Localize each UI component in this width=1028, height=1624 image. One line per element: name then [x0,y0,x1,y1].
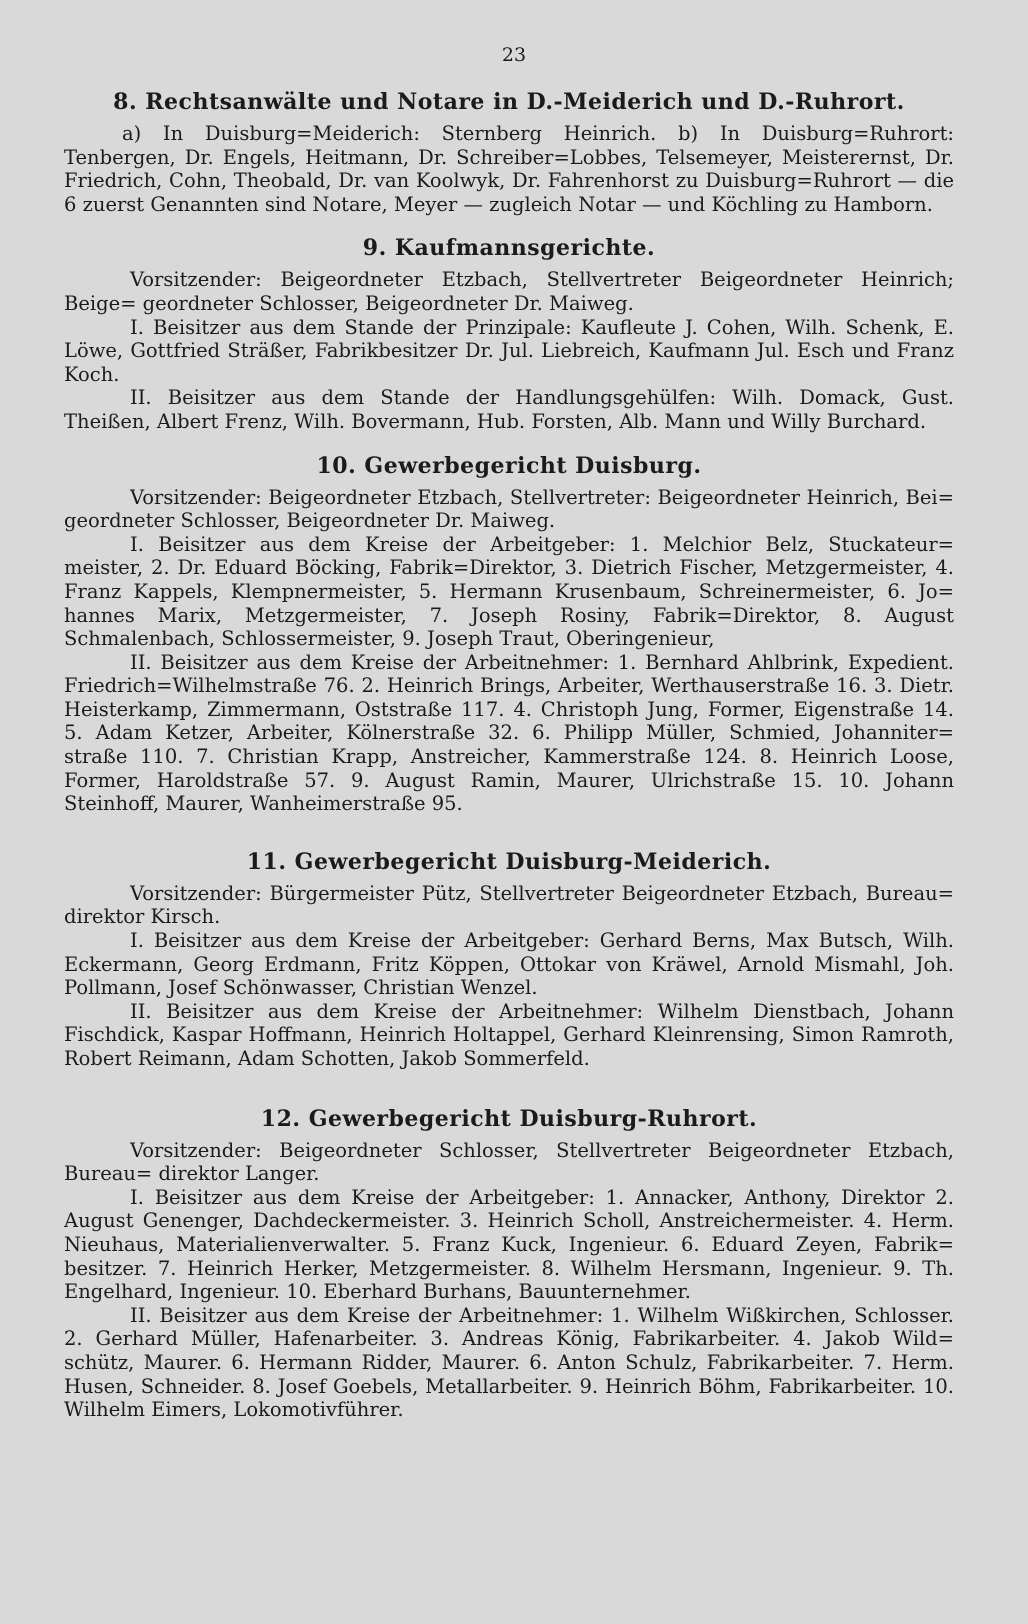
paragraph: II. Beisitzer aus dem Stande der Handlungsgehülfen: Wilh. Domack, Gust. Theißen, Albert Frenz, Wilh. Bovermann, Hub. Forsten, Alb. Mann und Willy Burchard. [64,386,954,433]
paragraph: I. Beisitzer aus dem Kreise der Arbeitgeber: 1. Annacker, Anthony, Direktor 2. August Genenger, Dachdeckermeister. 3. Heinrich Scholl, Anstreichermeister. 4. Herm. Nieuhaus, Materialienverwalter. 5. Franz Kuck, Ingenieur. 6. Eduard Zeyen, Fabrik= besitzer. 7. Heinrich Herker, Metzgermeister. 8. Wilhelm Hersmann, Ingenieur. 9. Th. Engelhard, Ingenieur. 10. Eberhard Burhans, Bauunternehmer. [64,1185,954,1304]
section-title: 8. Rechtsanwälte und Notare in D.-Meiderich und D.-Ruhrort. [113,89,905,115]
page-number: 23 [501,44,527,66]
paragraph: Vorsitzender: Bürgermeister Pütz, Stellvertreter Beigeordneter Etzbach, Bureau= direktor Kirsch. [64,881,954,929]
paragraph: I. Beisitzer aus dem Kreise der Arbeitgeber: 1. Melchior Belz, Stuckateur= meister, 2. Dr. Eduard Böcking, Fabrik=Direktor, 3. Dietrich Fischer, Metzgermeister, 4. Franz Kappels, Klempnermeister, 5. Hermann Krusenbaum, Schreinermeister, 6. Jo= hannes Marix, Metzgermeister, 7. Joseph Rosiny, Fabrik=Direktor, 8. August Schmalenbach, Schlossermeister, 9. Joseph Traut, Oberingenieur, [64,532,954,651]
paragraph: Vorsitzender: Beigeordneter Schlosser, Stellvertreter Beigeordneter Etzbach, Bureau= direktor Langer. [64,1138,954,1186]
section-title: 9. Kaufmannsgerichte. [362,235,656,262]
section-title: 11. Gewerbegericht Duisburg-Meiderich. [246,848,772,875]
paragraph: a) In Duisburg=Meiderich: Sternberg Heinrich. b) In Duisburg=Ruhrort: Tenbergen, Dr. Engels, Heitmann, Dr. Schreiber=Lobbes, Telsemeyer, Meisterernst, Dr. Friedrich, Cohn, Theobald, Dr. van Koolwyk, Dr. Fahrenhorst zu Duisburg=Ruhrort — die 6 zuerst Genannten sind Notare, Meyer — zugleich Notar — und Köchling zu Hamborn. [64,122,954,216]
paragraph: I. Beisitzer aus dem Kreise der Arbeitgeber: Gerhard Berns, Max Butsch, Wilh. Eckermann, Georg Erdmann, Fritz Köppen, Ottokar von Kräwel, Arnold Mismahl, Joh. Pollmann, Josef Schönwasser, Christian Wenzel. [64,929,954,1000]
paragraph: II. Beisitzer aus dem Kreise der Arbeitnehmer: 1. Wilhelm Wißkirchen, Schlosser. 2. Gerhard Müller, Hafenarbeiter. 3. Andreas König, Fabrikarbeiter. 4. Jakob Wild= schütz, Maurer. 6. Hermann Ridder, Maurer. 6. Anton Schulz, Fabrikarbeiter. 7. Herm. Husen, Schneider. 8. Josef Goebels, Metallarbeiter. 9. Heinrich Böhm, Fabrikarbeiter. 10. Wilhelm Eimers, Lokomotivführer. [64,1303,954,1422]
section-title: 10. Gewerbegericht Duisburg. [316,452,702,479]
paragraph: Vorsitzender: Beigeordneter Etzbach, Stellvertreter: Beigeordneter Heinrich, Bei= geordneter Schlosser, Beigeordneter Dr. Maiweg. [64,485,954,533]
paragraph: Vorsitzender: Beigeordneter Etzbach, Stellvertreter Beigeordneter Heinrich; Beige= geordneter Schlosser, Beigeordneter Dr. Maiweg. [64,268,954,315]
section-gewerbegericht-duisburg [64,452,954,816]
paragraph: I. Beisitzer aus dem Stande der Prinzipale: Kaufleute J. Cohen, Wilh. Schenk, E. Löwe, Gottfried Sträßer, Fabrikbesitzer Dr. Jul. Liebreich, Kaufmann Jul. Esch und Franz Koch. [64,315,954,386]
section-rechtsanwaelte [64,88,954,216]
paragraph: II. Beisitzer aus dem Kreise der Arbeitnehmer: Wilhelm Dienstbach, Johann Fischdick, Kaspar Hoffmann, Heinrich Holtappel, Gerhard Kleinrensing, Simon Ramroth, Robert Reimann, Adam Schotten, Jakob Sommerfeld. [64,999,954,1070]
section-kaufmannsgerichte [64,234,954,433]
section-title: 12. Gewerbegericht Duisburg-Ruhrort. [260,1105,758,1132]
paragraph: II. Beisitzer aus dem Kreise der Arbeitnehmer: 1. Bernhard Ahlbrink, Expedient. Friedrich=Wilhelmstraße 76. 2. Heinrich Brings, Arbeiter, Werthauserstraße 16. 3. Dietr. Heisterkamp, Zimmermann, Oststraße 117. 4. Christoph Jung, Former, Eigenstraße 14. 5. Adam Ketzer, Arbeiter, Kölnerstraße 32. 6. Philipp Müller, Schmied, Johanniter= straße 110. 7. Christian Krapp, Anstreicher, Kammerstraße 124. 8. Heinrich Loose, Former, Haroldstraße 57. 9. August Ramin, Maurer, Ulrichstraße 15. 10. Johann Steinhoff, Maurer, Wanheimerstraße 95. [64,650,954,816]
section-gewerbegericht-meiderich [64,848,954,1071]
section-gewerbegericht-ruhrort [64,1105,954,1422]
